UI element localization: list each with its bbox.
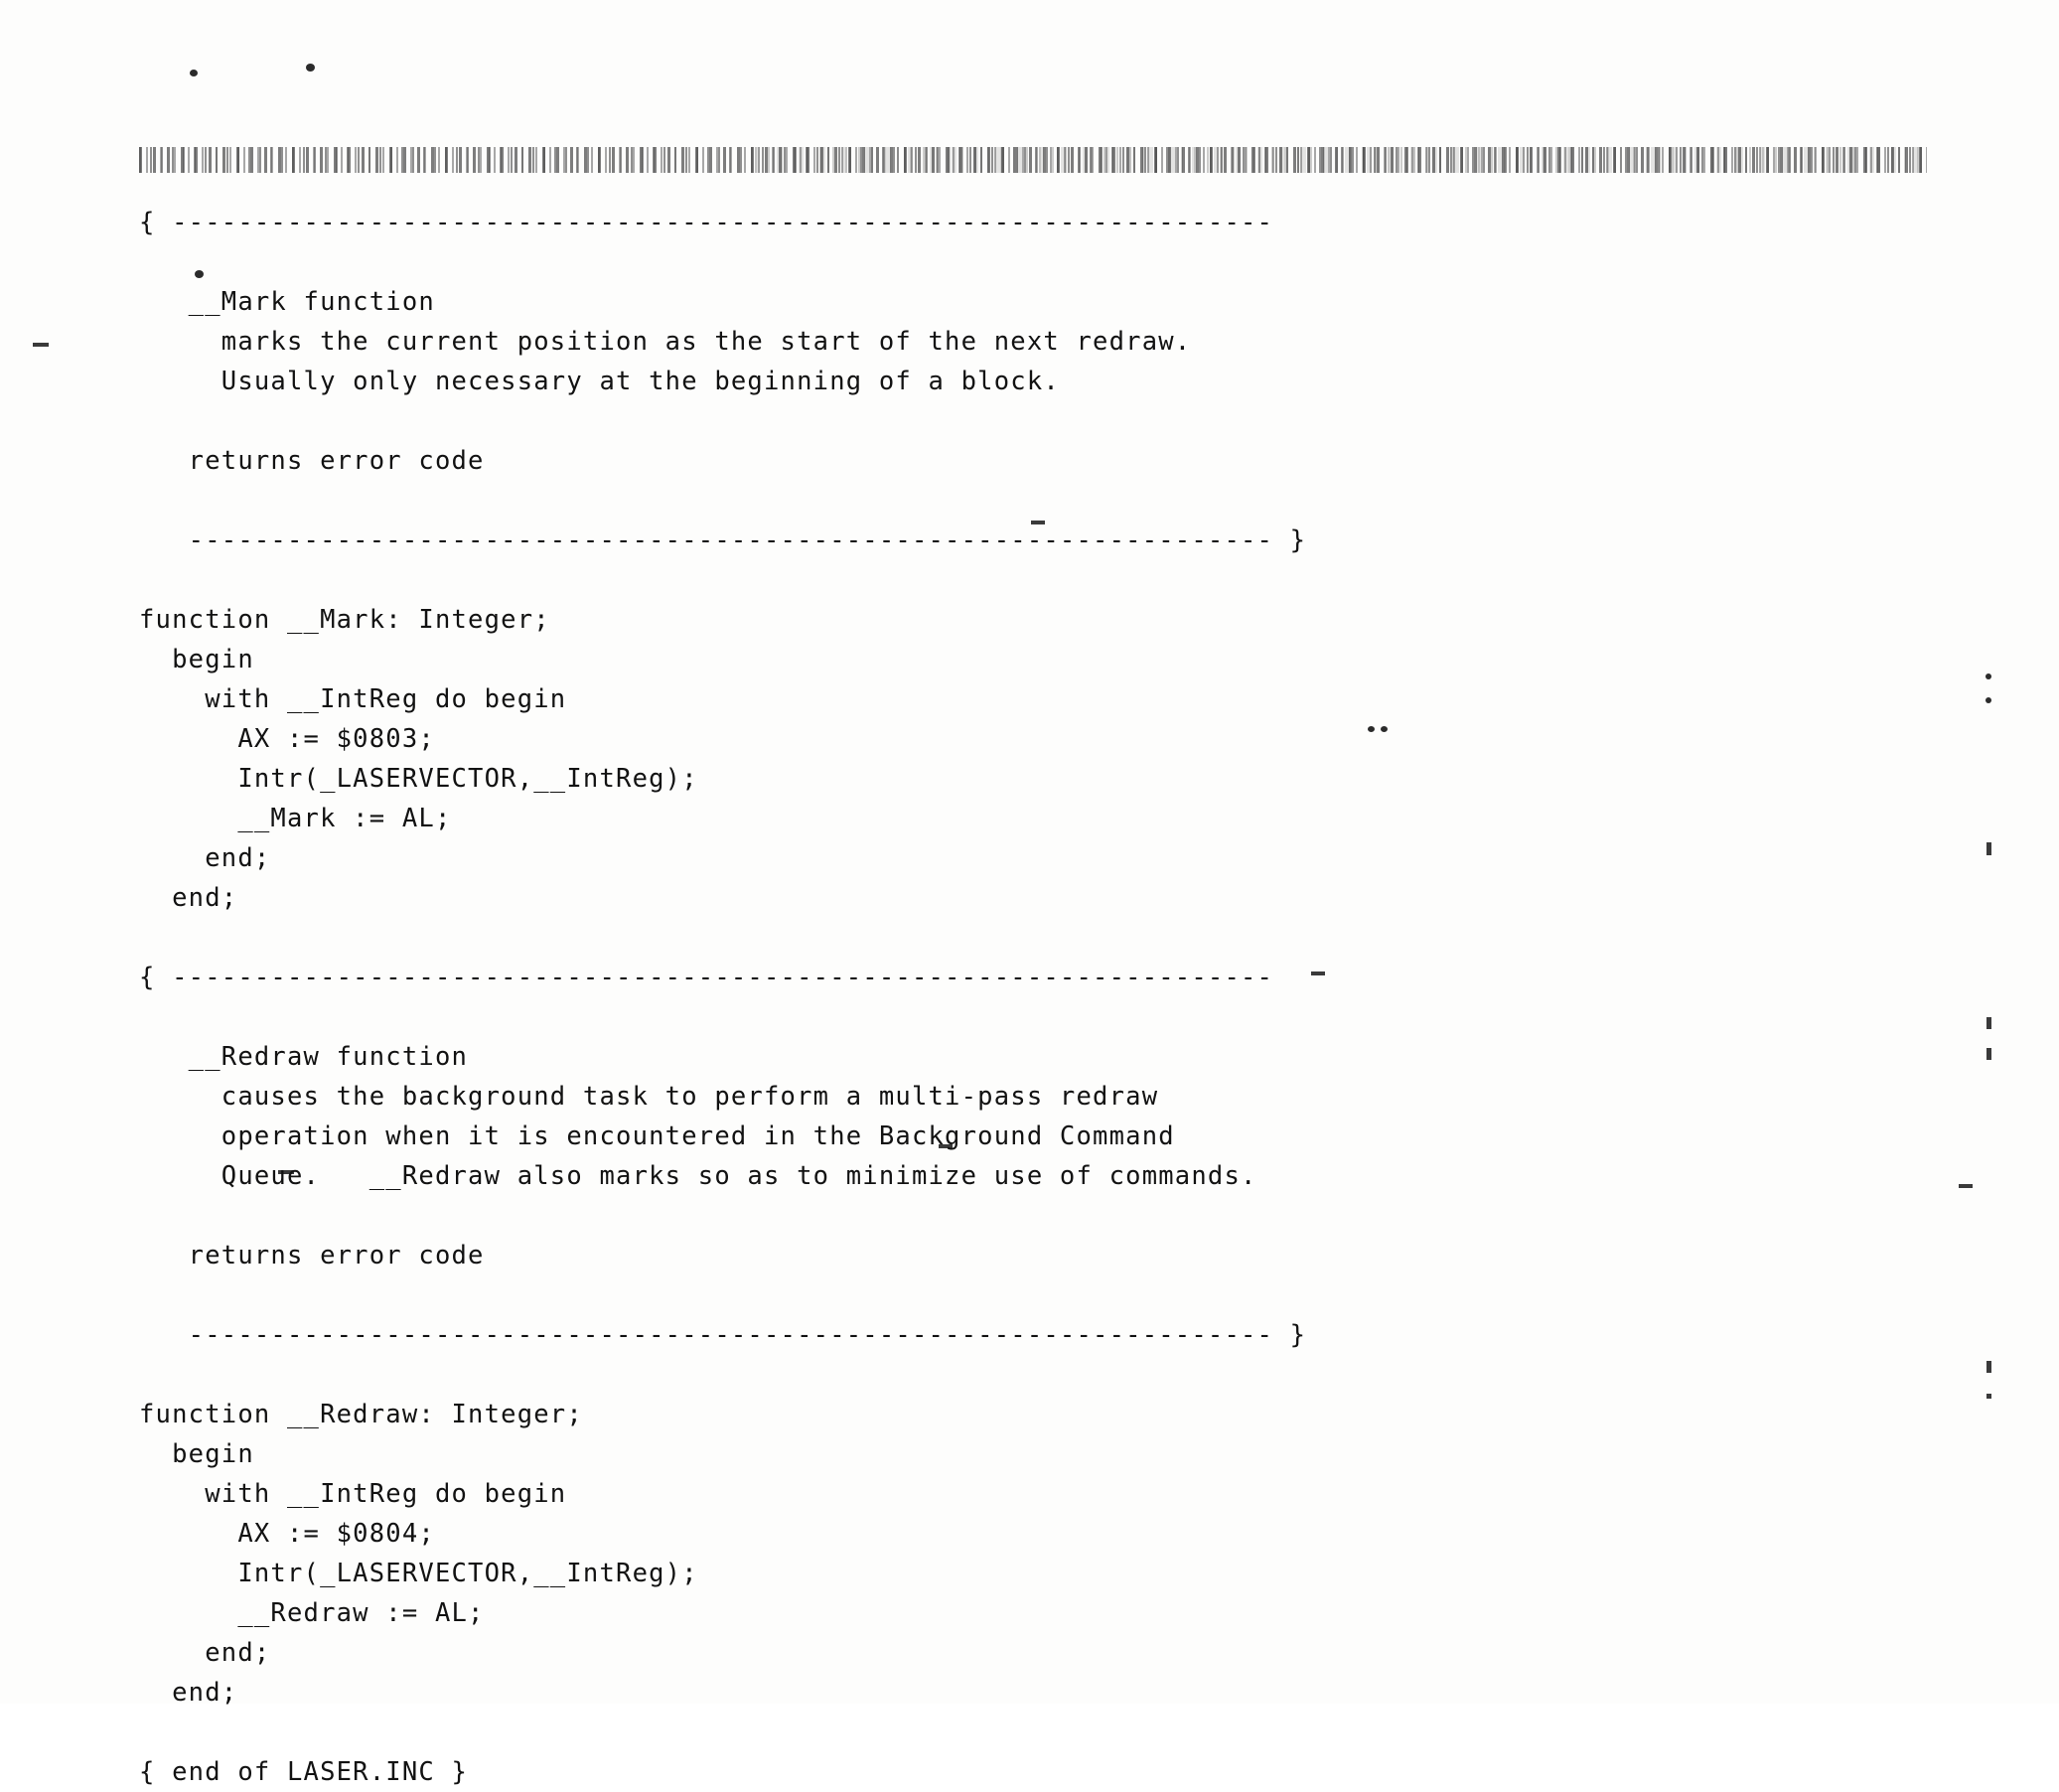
code-blank-line: [139, 1196, 1947, 1236]
code-line: ------------------------------------------------------------------ }: [139, 524, 1307, 555]
code-blank-line: [139, 918, 1947, 958]
scan-dash: [1986, 1361, 1991, 1373]
code-line: function __Mark: Integer;: [139, 604, 550, 635]
code-blank-line: [139, 1275, 1947, 1315]
scan-dash: [1986, 1394, 1991, 1399]
code-line: __Redraw function: [139, 1041, 469, 1072]
scan-speck: [1985, 697, 1991, 703]
code-line: with __IntReg do begin: [139, 683, 567, 714]
code-line: function __Redraw: Integer;: [139, 1399, 583, 1429]
code-blank-line: [139, 997, 1947, 1037]
code-blank-line: [139, 1713, 1947, 1752]
code-line: end;: [139, 1677, 238, 1708]
code-line: end;: [139, 1637, 271, 1668]
code-line: Intr(_LASERVECTOR,__IntReg);: [139, 763, 698, 794]
scan-speck: [190, 70, 198, 76]
code-line: marks the current position as the start of the next redraw.: [139, 326, 1192, 357]
code-line: with __IntReg do begin: [139, 1478, 567, 1509]
code-line: returns error code: [139, 445, 485, 476]
code-line: { end of LASER.INC }: [139, 1756, 469, 1787]
code-line: operation when it is encountered in the Background Command: [139, 1120, 1175, 1151]
scan-dash: [33, 343, 49, 347]
scan-dash: [1959, 1184, 1973, 1188]
code-line: returns error code: [139, 1240, 485, 1270]
scan-speck: [306, 64, 315, 72]
code-blank-line: [139, 560, 1947, 600]
scan-dash: [1986, 1017, 1991, 1029]
code-line: AX := $0803;: [139, 723, 435, 754]
code-blank-line: [139, 401, 1947, 441]
code-line: begin: [139, 644, 254, 674]
code-line: end;: [139, 842, 271, 873]
code-blank-line: [139, 242, 1947, 282]
code-line: Usually only necessary at the beginning of a block.: [139, 366, 1060, 396]
code-line: __Redraw := AL;: [139, 1597, 485, 1628]
code-line: __Mark function: [139, 286, 435, 317]
code-line: end;: [139, 882, 238, 913]
code-line: causes the background task to perform a multi-pass redraw: [139, 1081, 1159, 1112]
code-blank-line: [139, 481, 1947, 521]
code-line: { -------------------------------------------------------------------: [139, 962, 1274, 992]
code-blank-line: [139, 1355, 1947, 1395]
scan-dash: [1986, 842, 1991, 855]
code-line: begin: [139, 1438, 254, 1469]
code-line: Queue. __Redraw also marks so as to minimize use of commands.: [139, 1160, 1257, 1191]
code-line: __Mark := AL;: [139, 803, 452, 833]
scan-speck: [1985, 673, 1991, 679]
code-line: ------------------------------------------------------------------ }: [139, 1319, 1307, 1350]
scan-noise-band-right: [755, 147, 1927, 173]
source-code-listing: [139, 203, 1947, 1792]
scan-dash: [1986, 1048, 1991, 1060]
code-line: Intr(_LASERVECTOR,__IntReg);: [139, 1558, 698, 1588]
code-line: AX := $0804;: [139, 1518, 435, 1549]
code-line: { -------------------------------------------------------------------: [139, 207, 1274, 237]
